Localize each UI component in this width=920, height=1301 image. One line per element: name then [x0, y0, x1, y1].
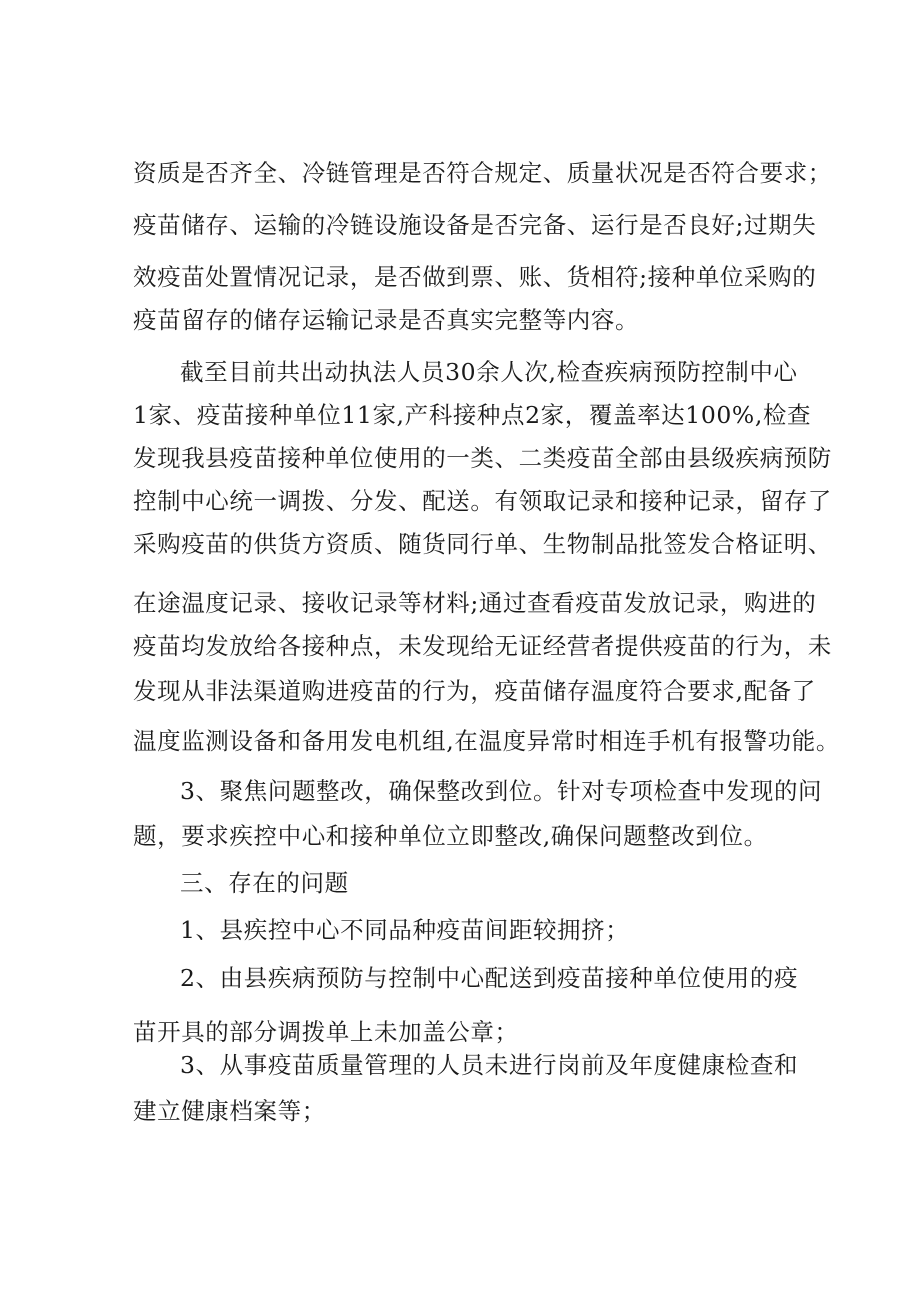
text-line: 疫苗留存的储存运输记录是否真实完整等内容。 — [133, 306, 640, 334]
paragraph-first-line: 3、聚焦问题整改，确保整改到位。针对专项检查中发现的问 — [180, 777, 823, 805]
text-line: 疫苗储存、运输的冷链设施设备是否完备、运行是否良好;过期失 — [133, 211, 817, 239]
text-line: 控制中心统一调拨、分发、配送。有领取记录和接种记录，留存了 — [133, 487, 832, 515]
text-line: 发现从非法渠道购进疫苗的行为，疫苗储存温度符合要求,配备了 — [133, 677, 816, 705]
list-item: 2、由县疾病预防与控制中心配送到疫苗接种单位使用的疫 — [180, 964, 799, 992]
text-line: 效疫苗处置情况记录，是否做到票、账、货相符;接种单位采购的 — [133, 263, 817, 291]
text-line: 资质是否齐全、冷链管理是否符合规定、质量状况是否符合要求； — [133, 159, 832, 187]
text-line: 1家、疫苗接种单位11家,产科接种点2家，覆盖率达100%,检查 — [133, 401, 812, 429]
list-item: 3、从事疫苗质量管理的人员未进行岗前及年度健康检查和 — [180, 1051, 799, 1079]
list-item: 1、县疾控中心不同品种疫苗间距较拥挤； — [180, 916, 630, 944]
text-line: 苗开具的部分调拨单上未加盖公章； — [133, 1018, 519, 1046]
text-line: 题，要求疾控中心和接种单位立即整改,确保问题整改到位。 — [133, 822, 768, 850]
section-heading: 三、存在的问题 — [180, 869, 349, 897]
text-line: 发现我县疫苗接种单位使用的一类、二类疫苗全部由县级疾病预防 — [133, 444, 832, 472]
text-line: 在途温度记录、接收记录等材料;通过查看疫苗发放记录，购进的 — [133, 589, 817, 617]
paragraph-first-line: 截至目前共出动执法人员30余人次,检查疾病预防控制中心 — [180, 358, 798, 386]
text-line: 采购疫苗的供货方资质、随货同行单、生物制品批签发合格证明、 — [133, 530, 832, 558]
text-line: 温度监测设备和备用发电机组,在温度异常时相连手机有报警功能。 — [133, 727, 840, 755]
text-line: 建立健康档案等； — [133, 1097, 326, 1125]
text-line: 疫苗均发放给各接种点，未发现给无证经营者提供疫苗的行为，未 — [133, 632, 832, 660]
